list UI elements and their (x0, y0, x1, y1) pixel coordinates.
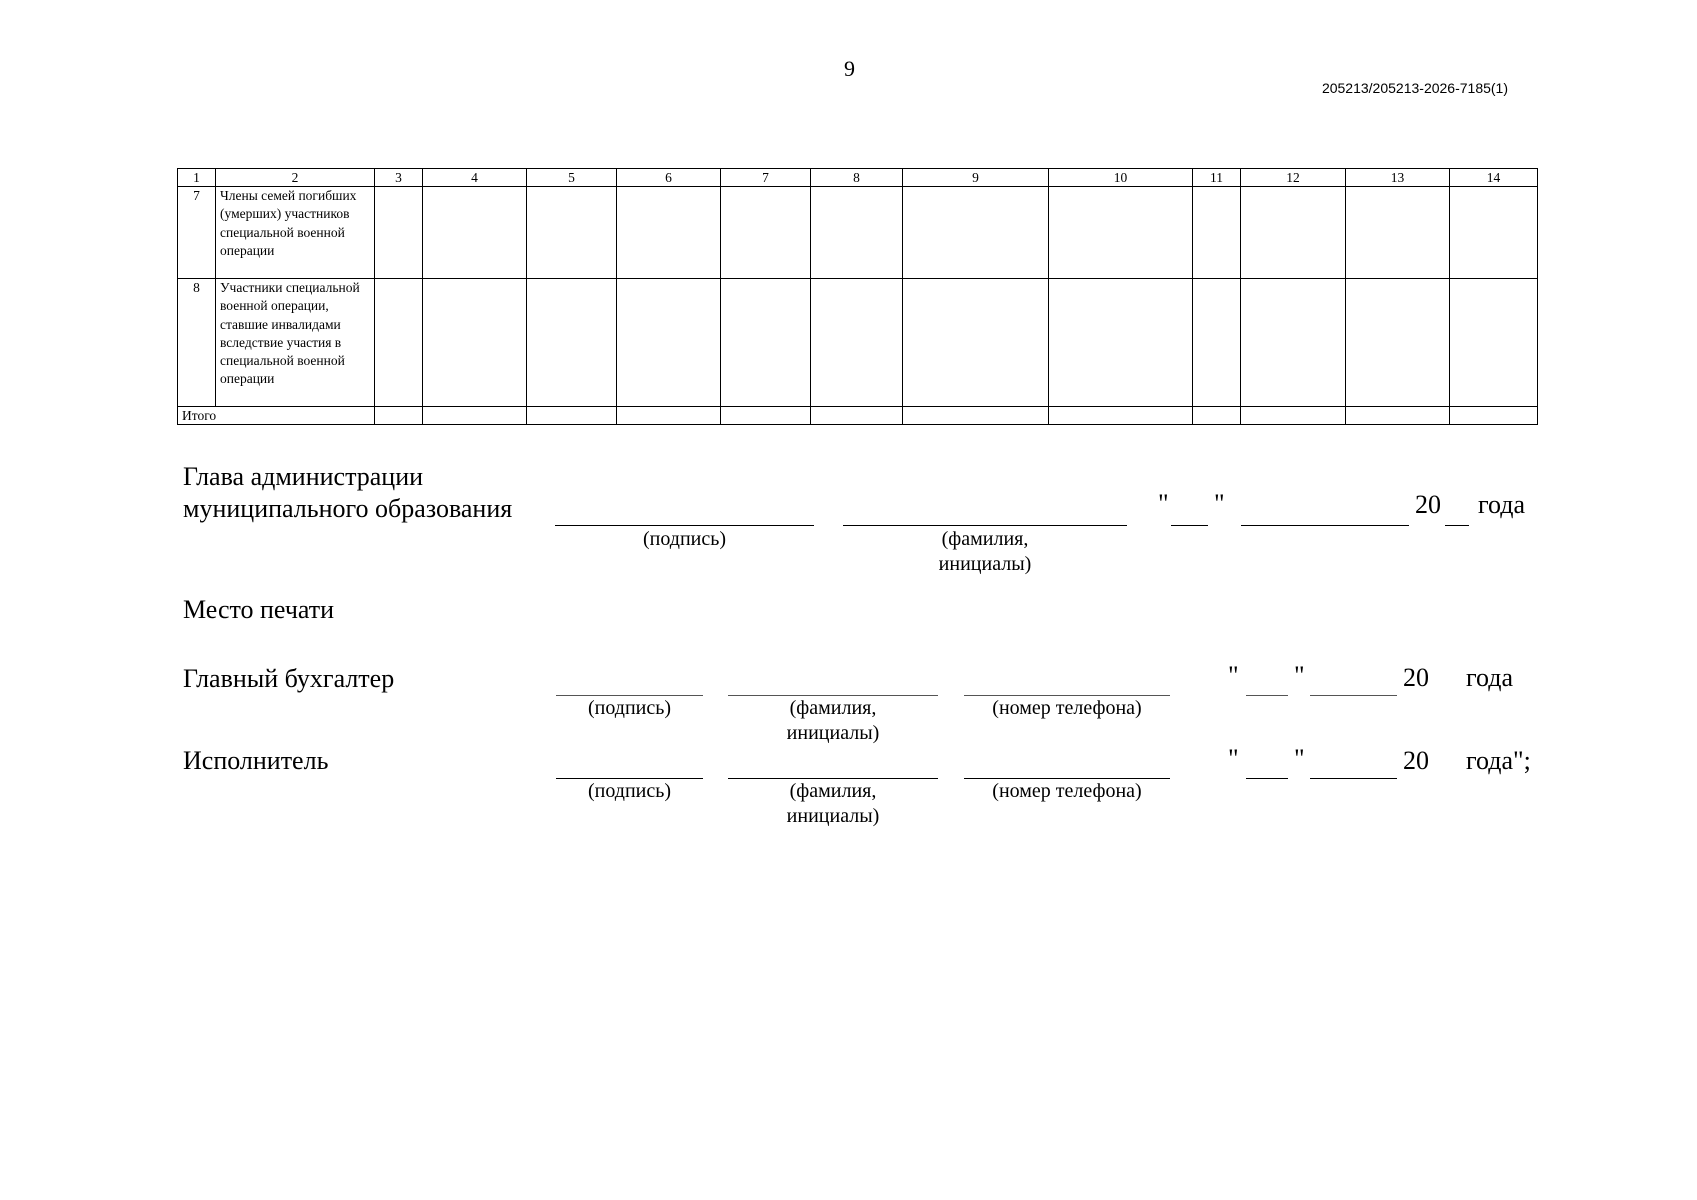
table-cell (423, 407, 527, 425)
column-header: 4 (423, 169, 527, 187)
table-cell (617, 187, 721, 279)
executor-date-month-field[interactable] (1310, 778, 1397, 779)
column-header: 9 (903, 169, 1049, 187)
head-signature-field[interactable] (555, 525, 814, 526)
head-date-year-prefix: 20 (1415, 490, 1441, 519)
table-cell (1193, 187, 1241, 279)
accountant-date-quote-close: " (1294, 661, 1305, 690)
table-cell (1049, 187, 1193, 279)
table-cell (1450, 407, 1538, 425)
head-signature-caption: (подпись) (642, 528, 727, 550)
table-cell (527, 279, 617, 407)
row-label: Участники специальной военной операции, ставшие инвалидами вследствие участия в специальной военной операции (216, 279, 375, 407)
column-header: 6 (617, 169, 721, 187)
total-label: Итого (178, 407, 375, 425)
table-cell (1346, 187, 1450, 279)
executor-date-quote-open: " (1228, 744, 1239, 773)
table-cell (811, 187, 903, 279)
executor-phone-caption: (номер телефона) (992, 780, 1142, 802)
head-title-line1: Глава администрации (183, 462, 424, 491)
head-name-caption-line2: инициалы) (938, 553, 1032, 575)
page-number: 9 (844, 56, 855, 81)
table-cell (1241, 187, 1346, 279)
head-date-quote-open: " (1158, 489, 1169, 518)
table-cell (1346, 407, 1450, 425)
table-cell (903, 187, 1049, 279)
document-id: 205213/205213-2026-7185(1) (1321, 80, 1508, 96)
table-row (178, 279, 1538, 407)
row-label: Члены семей погибших (умерших) участников специальной военной операции (216, 187, 375, 279)
head-date-quote-close: " (1214, 489, 1225, 518)
executor-name-caption-line1: (фамилия, (789, 780, 877, 802)
table-cell (527, 407, 617, 425)
column-header: 2 (216, 169, 375, 187)
column-header: 1 (178, 169, 216, 187)
table-cell (617, 279, 721, 407)
executor-date-year-suffix: года"; (1466, 746, 1531, 775)
column-header: 12 (1241, 169, 1346, 187)
column-header: 11 (1193, 169, 1241, 187)
accountant-date-year-suffix: года (1466, 663, 1514, 692)
table-cell (903, 279, 1049, 407)
head-date-year-suffix: года (1478, 490, 1526, 519)
executor-date-day-field[interactable] (1246, 778, 1288, 779)
table-cell (811, 279, 903, 407)
accountant-phone-caption: (номер телефона) (992, 697, 1142, 719)
accountant-title: Главный бухгалтер (183, 664, 395, 693)
table-cell (1346, 279, 1450, 407)
executor-date-quote-close: " (1294, 744, 1305, 773)
head-name-field[interactable] (843, 525, 1127, 526)
table-cell (721, 407, 811, 425)
row-number: 8 (178, 279, 216, 407)
executor-date-year-prefix: 20 (1403, 746, 1429, 775)
table-cell (1049, 279, 1193, 407)
table-cell (1450, 187, 1538, 279)
head-date-day-field[interactable] (1171, 525, 1208, 526)
table-cell (1241, 279, 1346, 407)
table-cell (375, 279, 423, 407)
accountant-date-quote-open: " (1228, 661, 1239, 690)
executor-signature-caption: (подпись) (587, 780, 672, 802)
table-total-row (178, 407, 1538, 425)
accountant-name-caption-line1: (фамилия, (789, 697, 877, 719)
accountant-signature-caption: (подпись) (587, 697, 672, 719)
table-row (178, 187, 1538, 279)
table-cell (811, 407, 903, 425)
row-number: 7 (178, 187, 216, 279)
table-cell (1049, 407, 1193, 425)
accountant-date-year-prefix: 20 (1403, 663, 1429, 692)
table-cell (721, 187, 811, 279)
column-header: 10 (1049, 169, 1193, 187)
column-header: 13 (1346, 169, 1450, 187)
column-header: 8 (811, 169, 903, 187)
stamp-place-label: Место печати (183, 595, 335, 624)
accountant-name-caption-line2: инициалы) (786, 722, 880, 744)
table-cell (903, 407, 1049, 425)
head-date-year-field[interactable] (1445, 525, 1469, 526)
table-cell (423, 187, 527, 279)
head-date-month-field[interactable] (1241, 525, 1409, 526)
table-cell (375, 187, 423, 279)
column-header: 14 (1450, 169, 1538, 187)
table-header-row (178, 169, 1538, 187)
table-cell (721, 279, 811, 407)
table-cell (375, 407, 423, 425)
accountant-date-day-field[interactable] (1246, 695, 1288, 696)
table-cell (617, 407, 721, 425)
table-cell (423, 279, 527, 407)
head-title-line2: муниципального образования (183, 494, 513, 523)
column-header: 3 (375, 169, 423, 187)
table-cell (1450, 279, 1538, 407)
accountant-date-month-field[interactable] (1310, 695, 1397, 696)
table-cell (1193, 407, 1241, 425)
head-name-caption-line1: (фамилия, (941, 528, 1029, 550)
executor-name-caption-line2: инициалы) (786, 805, 880, 827)
table-cell (527, 187, 617, 279)
column-header: 7 (721, 169, 811, 187)
table-cell (1241, 407, 1346, 425)
column-header: 5 (527, 169, 617, 187)
report-table (177, 168, 1538, 425)
executor-title: Исполнитель (183, 746, 329, 775)
table-cell (1193, 279, 1241, 407)
